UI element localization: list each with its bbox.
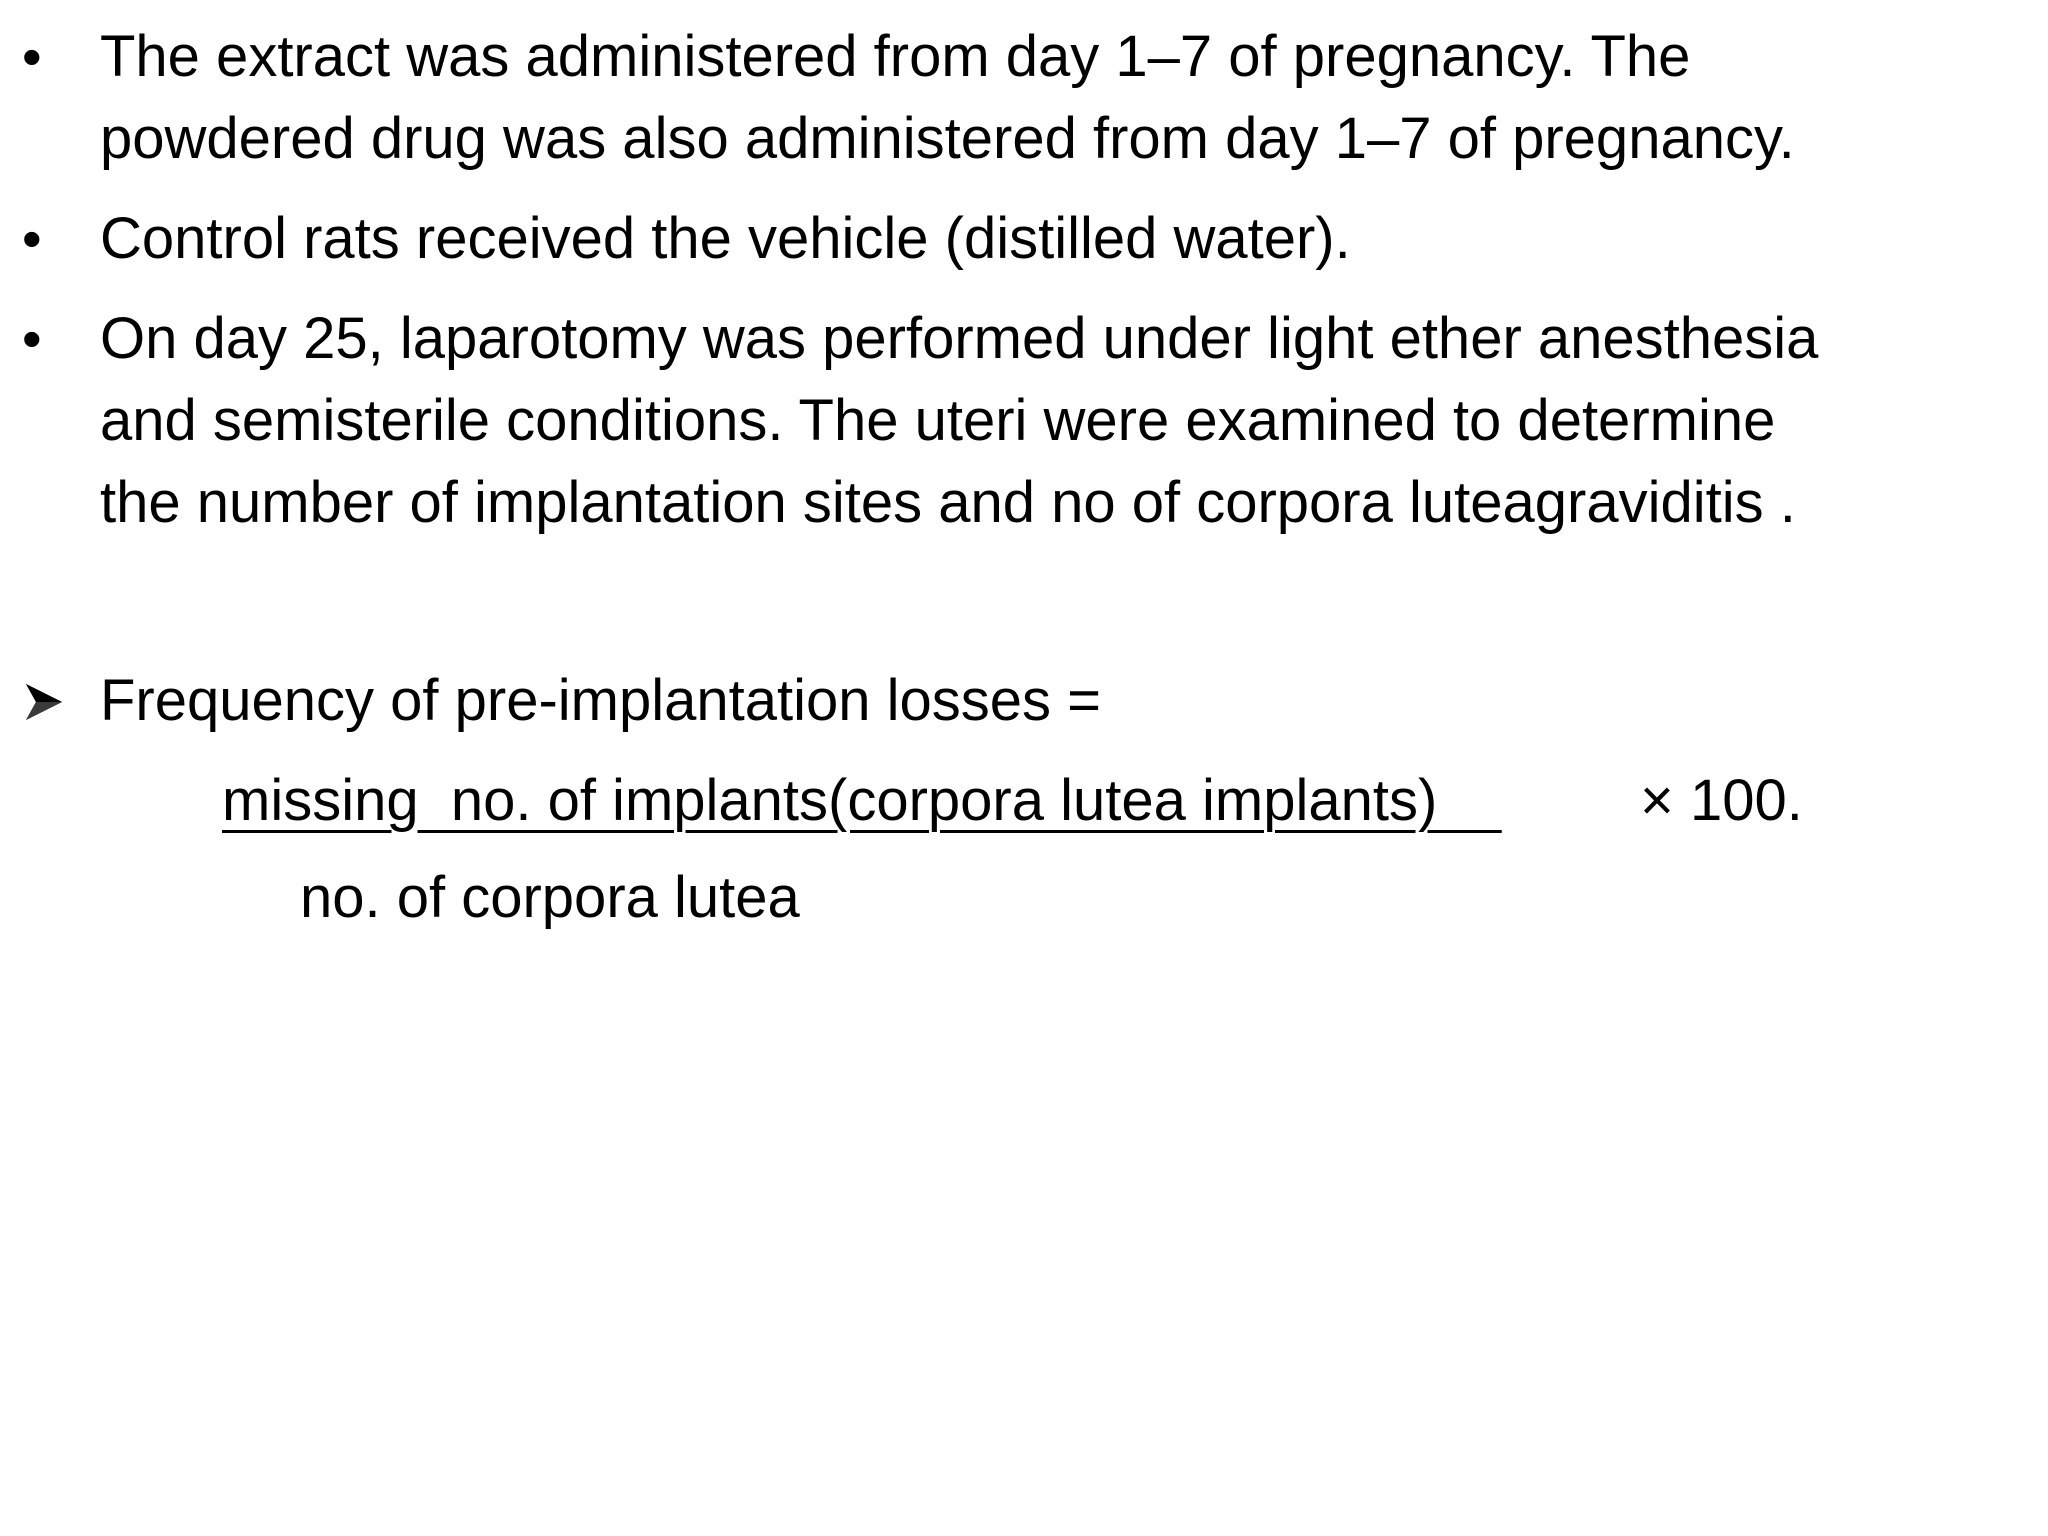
list-item — [20, 16, 2010, 180]
formula-denominator: no. of corpora lutea — [300, 865, 800, 930]
formula-multiplier: × 100. — [1640, 768, 1803, 833]
formula-label: Frequency of pre-implantation losses = — [100, 668, 1102, 733]
bullet-list — [20, 16, 2010, 562]
formula-numerator: missing no. of implants(corpora lutea implants) — [222, 768, 1502, 833]
bullet-text: Control rats received the vehicle (distilled water). — [100, 206, 1351, 271]
bullet-icon: • — [22, 25, 42, 88]
bullet-icon: • — [22, 307, 42, 370]
bullet-text: On day 25, laparotomy was performed under light ether anesthesia and semisterile conditions. The uteri were examined to determine the number of implantation sites and no of corpora luteagraviditis . — [100, 306, 1819, 535]
bullet-icon: • — [22, 207, 42, 270]
list-item — [20, 198, 2010, 280]
list-item — [20, 298, 2010, 544]
bullet-text: The extract was administered from day 1–7 of pregnancy. The powdered drug was also administered from day 1–7 of pregnancy. — [100, 24, 1795, 171]
